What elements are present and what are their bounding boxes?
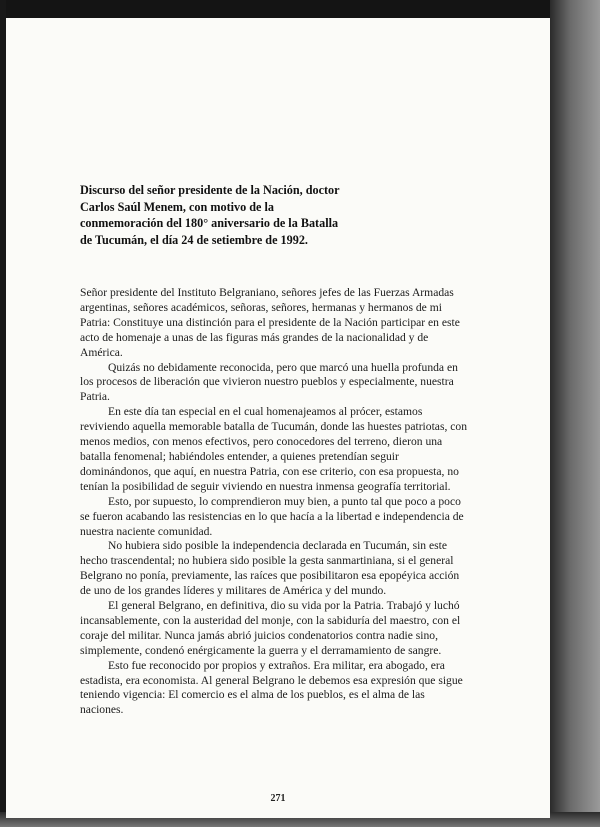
- paragraph: Señor presidente del Instituto Belgraniano, señores jefes de las Fuerzas Armadas argentinas, señores académicos, señoras, señores, hermanas y hermanos de mi Patria: Constituye una distinción para el presidente de la Nación participar en este acto de homenaje a unas de las figuras más grandes de la nacionalidad y de América.: [80, 286, 460, 359]
- document-page: [6, 18, 550, 818]
- speech-body: [80, 286, 468, 718]
- scan-border-top: [0, 0, 600, 18]
- scan-border-right: [550, 0, 600, 827]
- speech-title: Discurso del señor presidente de la Nación, doctor Carlos Saúl Menem, con motivo de la conmemoración del 180° aniversario de la Batalla de Tucumán, el día 24 de setiembre de 1992.: [80, 183, 340, 247]
- paragraph: Quizás no debidamente reconocida, pero que marcó una huella profunda en los procesos de liberación que vivieron nuestro pueblos y especialmente, nuestra Patria.: [80, 360, 458, 404]
- paragraph: Esto fue reconocido por propios y extraños. Era militar, era abogado, era estadista, era economista. Al general Belgrano le debemos esa expresión que sigue teniendo vigencia: El comercio es el alma de los pueblos, es el alma de las naciones.: [80, 658, 463, 717]
- paragraph: El general Belgrano, en definitiva, dio su vida por la Patria. Trabajó y luchó incansablemente, con la austeridad del monje, con la sabiduría del maestro, con el coraje del militar. Nunca jamás abrió juicios condenatorios contra nadie sino, simplemente, condenó enérgicamente la guerra y el derramamiento de sangre.: [80, 599, 461, 657]
- paragraph: En este día tan especial en el cual homenajeamos al prócer, estamos reviviendo aquella memorable batalla de Tucumán, donde las huestes patriotas, con menos medios, con menos efectivos, pero conocedores del terreno, dieron una batalla fenomenal; habiéndoles entender, a quienes pretendían seguir dominándonos, que aquí, en nuestra Patria, con ese criterio, con esa propuesta, no tenían la posibilidad de seguir viviendo en nuestra inmensa geografía territorial.: [80, 405, 467, 493]
- paragraph: No hubiera sido posible la independencia declarada en Tucumán, sin este hecho trascendental; no hubiera sido posible la gesta sanmartiniana, si el general Belgrano no ponía, previamente, las raíces que posibilitaron esa epopéyica acción de uno de los grandes líderes y militares de América y del mundo.: [80, 539, 460, 598]
- page-number: 271: [270, 793, 286, 804]
- paragraph: Esto, por supuesto, lo comprendieron muy bien, a punto tal que poco a poco se fueron acabando las resistencias en lo que hacía a la libertad e independencia de nuestra naciente comunidad.: [80, 494, 464, 538]
